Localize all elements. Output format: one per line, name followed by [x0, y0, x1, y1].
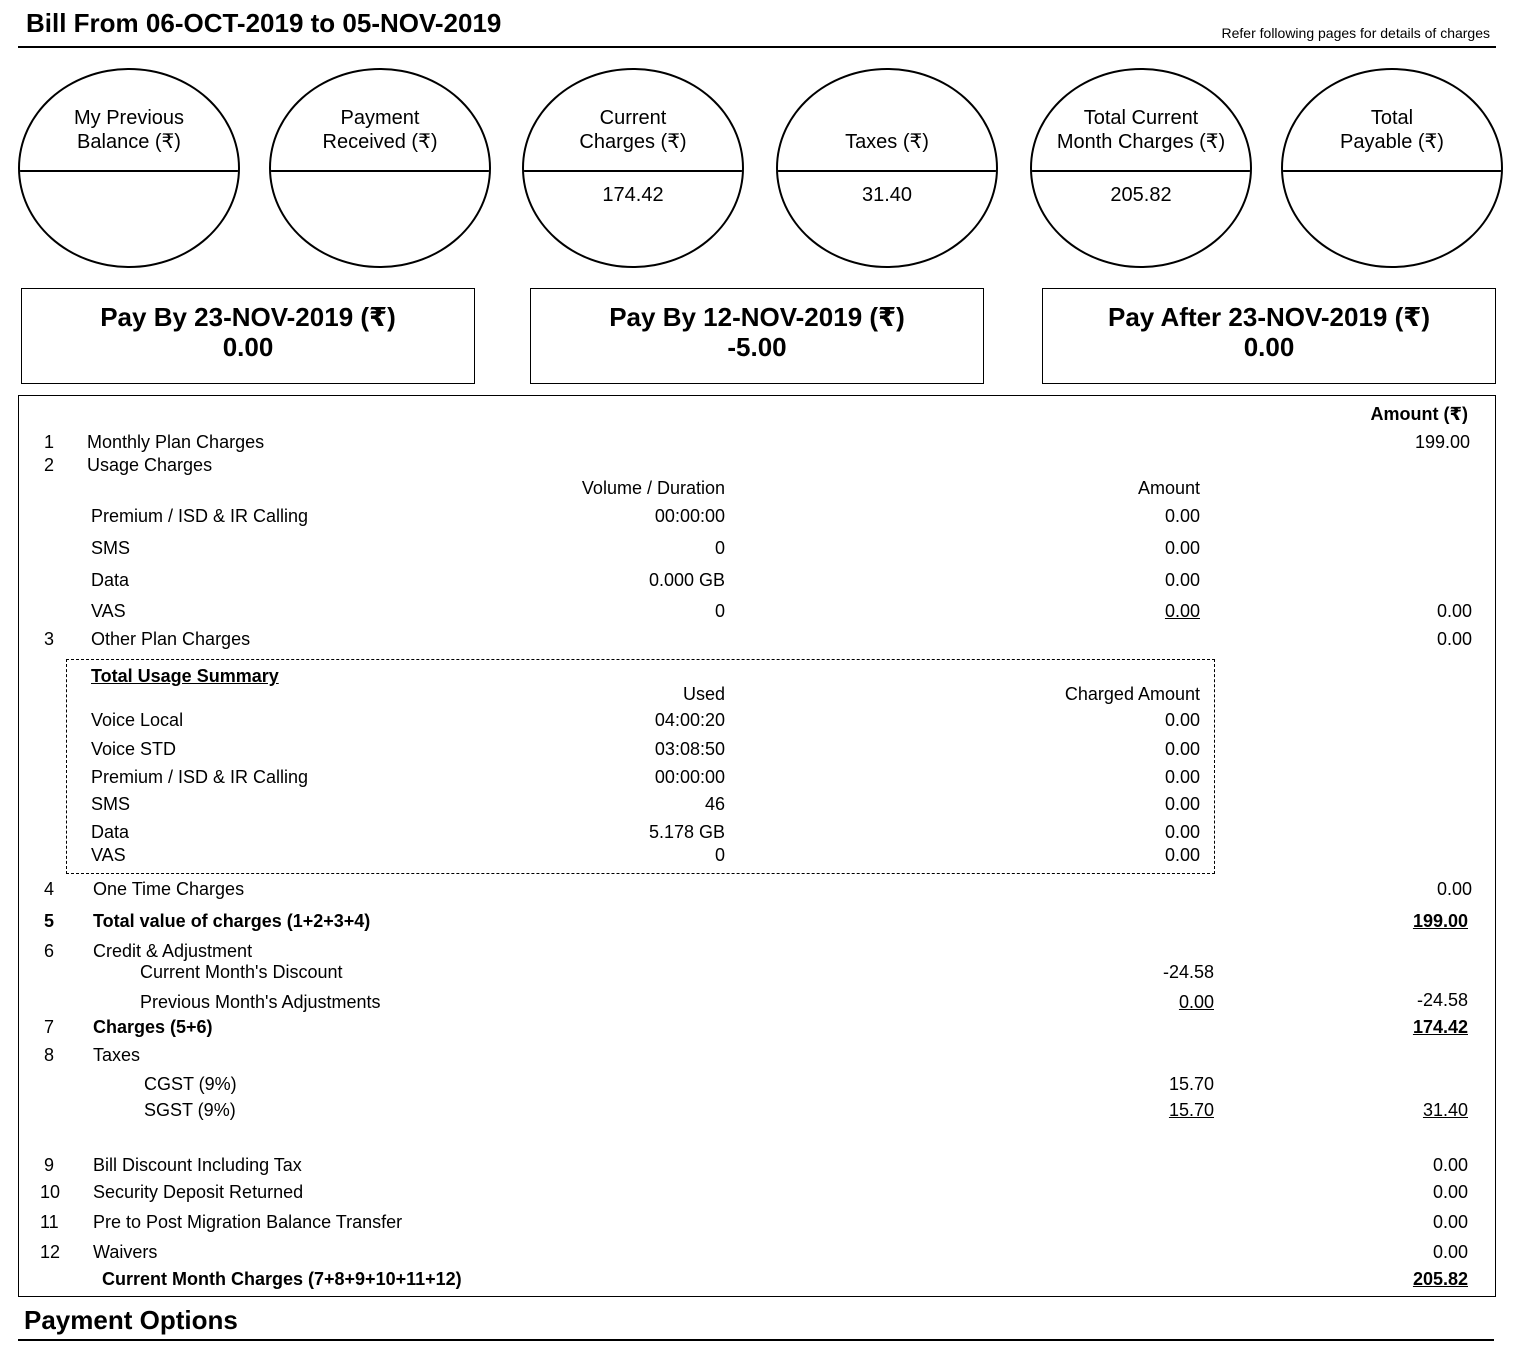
summary-row-charged: 0.00: [1164, 767, 1200, 787]
row-number: 6: [44, 941, 55, 961]
circle-divider: [1032, 170, 1250, 172]
summary-row-used: 0: [714, 845, 725, 865]
circle-label: Total Payable (₹): [1340, 107, 1444, 153]
usage-row-amount: 0.00: [1164, 570, 1200, 590]
circle-divider: [524, 170, 742, 172]
current-month-discount-amount: -24.58: [1162, 962, 1214, 982]
sgst-label: SGST (9%): [144, 1100, 236, 1120]
credit-total-amount: -24.58: [1416, 990, 1468, 1010]
circle-label: Taxes (₹): [845, 131, 929, 153]
circle-value: 174.42: [602, 184, 664, 206]
payment-received-circle: [269, 68, 491, 268]
one-time-charges-label: One Time Charges: [93, 879, 245, 899]
usage-summary-title: Total Usage Summary: [91, 666, 279, 686]
pay-by-label: Pay After 23-NOV-2019 (₹): [1107, 302, 1431, 332]
pay-by-amount: 0.00: [222, 332, 274, 362]
current-charges-circle: [522, 68, 744, 268]
charged-amount-column-header: Charged Amount: [1064, 684, 1200, 704]
waivers-amount: 0.00: [1432, 1242, 1468, 1262]
sgst-amount: 15.70: [1168, 1100, 1214, 1120]
usage-row-label: Data: [91, 570, 130, 590]
previous-adjustments-label: Previous Month's Adjustments: [140, 992, 381, 1012]
row-number: 2: [44, 455, 55, 475]
taxes-label: Taxes: [93, 1045, 141, 1065]
row-number: 3: [44, 629, 55, 649]
summary-row-charged: 0.00: [1164, 739, 1200, 759]
circle-divider: [20, 170, 238, 172]
monthly-plan-amount: 199.00: [1414, 432, 1470, 452]
summary-row-label: SMS: [91, 794, 131, 814]
usage-row-volume: 00:00:00: [654, 506, 725, 526]
summary-row-used: 04:00:20: [654, 710, 725, 730]
usage-row-volume: 0: [714, 538, 725, 558]
summary-row-label: Premium / ISD & IR Calling: [91, 767, 309, 787]
summary-row-charged: 0.00: [1164, 822, 1200, 842]
row-number: 11: [40, 1212, 59, 1232]
charges-5-6-label: Charges (5+6): [93, 1017, 213, 1037]
payment-options-title: Payment Options: [24, 1305, 238, 1335]
pay-by-early-box: [530, 288, 984, 384]
usage-total-amount: 0.00: [1436, 601, 1472, 621]
row-number: 4: [44, 879, 55, 899]
usage-row-volume: 0.000 GB: [648, 570, 725, 590]
cgst-amount: 15.70: [1168, 1074, 1214, 1094]
pay-by-amount: 0.00: [1243, 332, 1295, 362]
pay-by-box: [21, 288, 475, 384]
bill-discount-amount: 0.00: [1432, 1155, 1468, 1175]
usage-row-amount: 0.00: [1164, 601, 1200, 621]
other-plan-amount: 0.00: [1436, 629, 1472, 649]
waivers-label: Waivers: [93, 1242, 158, 1262]
amount-column-header: Amount (₹): [1370, 404, 1468, 424]
usage-amount-column-header: Amount: [1137, 478, 1200, 498]
pay-by-amount: -5.00: [727, 332, 787, 362]
refer-note: Refer following pages for details of charges: [1221, 25, 1490, 41]
total-value-label: Total value of charges (1+2+3+4): [93, 911, 371, 931]
circle-label: Current Charges (₹): [579, 107, 687, 153]
circle-value: 205.82: [1110, 184, 1172, 206]
row-number: 8: [44, 1045, 55, 1065]
total-value-amount: 199.00: [1412, 911, 1468, 931]
total-payable-circle: [1281, 68, 1503, 268]
taxes-circle: [776, 68, 998, 268]
circle-label: Payment Received (₹): [322, 107, 438, 153]
bill-discount-label: Bill Discount Including Tax: [93, 1155, 302, 1175]
charges-5-6-amount: 174.42: [1412, 1017, 1468, 1037]
summary-row-charged: 0.00: [1164, 845, 1200, 865]
usage-row-amount: 0.00: [1164, 506, 1200, 526]
circle-divider: [778, 170, 996, 172]
other-plan-label: Other Plan Charges: [91, 629, 251, 649]
row-number: 5: [44, 911, 55, 931]
summary-row-label: VAS: [91, 845, 126, 865]
used-column-header: Used: [682, 684, 725, 704]
usage-row-label: VAS: [91, 601, 126, 621]
summary-row-label: Voice STD: [91, 739, 177, 759]
usage-row-volume: 0: [714, 601, 725, 621]
row-number: 1: [44, 432, 55, 452]
header-divider: [18, 46, 1496, 48]
usage-charges-label: Usage Charges: [87, 455, 213, 475]
row-number: 7: [44, 1017, 55, 1037]
circle-label: Total Current Month Charges (₹): [1056, 107, 1226, 153]
summary-row-used: 00:00:00: [654, 767, 725, 787]
usage-row-label: SMS: [91, 538, 131, 558]
credit-adjustment-label: Credit & Adjustment: [93, 941, 253, 961]
circle-label: My Previous Balance (₹): [73, 107, 185, 153]
migration-amount: 0.00: [1432, 1212, 1468, 1232]
payment-options-divider: [18, 1339, 1494, 1341]
summary-row-used: 5.178 GB: [648, 822, 725, 842]
usage-row-amount: 0.00: [1164, 538, 1200, 558]
summary-row-charged: 0.00: [1164, 710, 1200, 730]
summary-row-label: Data: [91, 822, 130, 842]
cgst-label: CGST (9%): [144, 1074, 237, 1094]
taxes-total-amount: 31.40: [1422, 1100, 1468, 1120]
monthly-plan-label: Monthly Plan Charges: [87, 432, 265, 452]
pay-by-label: Pay By 12-NOV-2019 (₹): [609, 302, 905, 332]
volume-column-header: Volume / Duration: [581, 478, 725, 498]
summary-row-used: 46: [704, 794, 725, 814]
summary-row-label: Voice Local: [91, 710, 184, 730]
previous-adjustments-amount: 0.00: [1178, 992, 1214, 1012]
current-month-discount-label: Current Month's Discount: [140, 962, 343, 982]
circle-value: 31.40: [861, 184, 913, 206]
security-deposit-label: Security Deposit Returned: [93, 1182, 304, 1202]
summary-row-charged: 0.00: [1164, 794, 1200, 814]
usage-row-label: Premium / ISD & IR Calling: [91, 506, 309, 526]
bill-period-title: Bill From 06-OCT-2019 to 05-NOV-2019: [26, 8, 502, 38]
total-current-month-circle: [1030, 68, 1252, 268]
previous-balance-circle: [18, 68, 240, 268]
current-month-charges-label: Current Month Charges (7+8+9+10+11+12): [102, 1269, 462, 1289]
one-time-charges-amount: 0.00: [1436, 879, 1472, 899]
row-number: 9: [44, 1155, 55, 1175]
row-number: 12: [40, 1242, 61, 1262]
pay-by-label: Pay By 23-NOV-2019 (₹): [100, 302, 396, 332]
row-number: 10: [40, 1182, 61, 1202]
pay-after-box: [1042, 288, 1496, 384]
circle-divider: [1283, 170, 1501, 172]
circle-divider: [271, 170, 489, 172]
summary-row-used: 03:08:50: [654, 739, 725, 759]
current-month-charges-amount: 205.82: [1412, 1269, 1468, 1289]
security-deposit-amount: 0.00: [1432, 1182, 1468, 1202]
migration-label: Pre to Post Migration Balance Transfer: [93, 1212, 403, 1232]
